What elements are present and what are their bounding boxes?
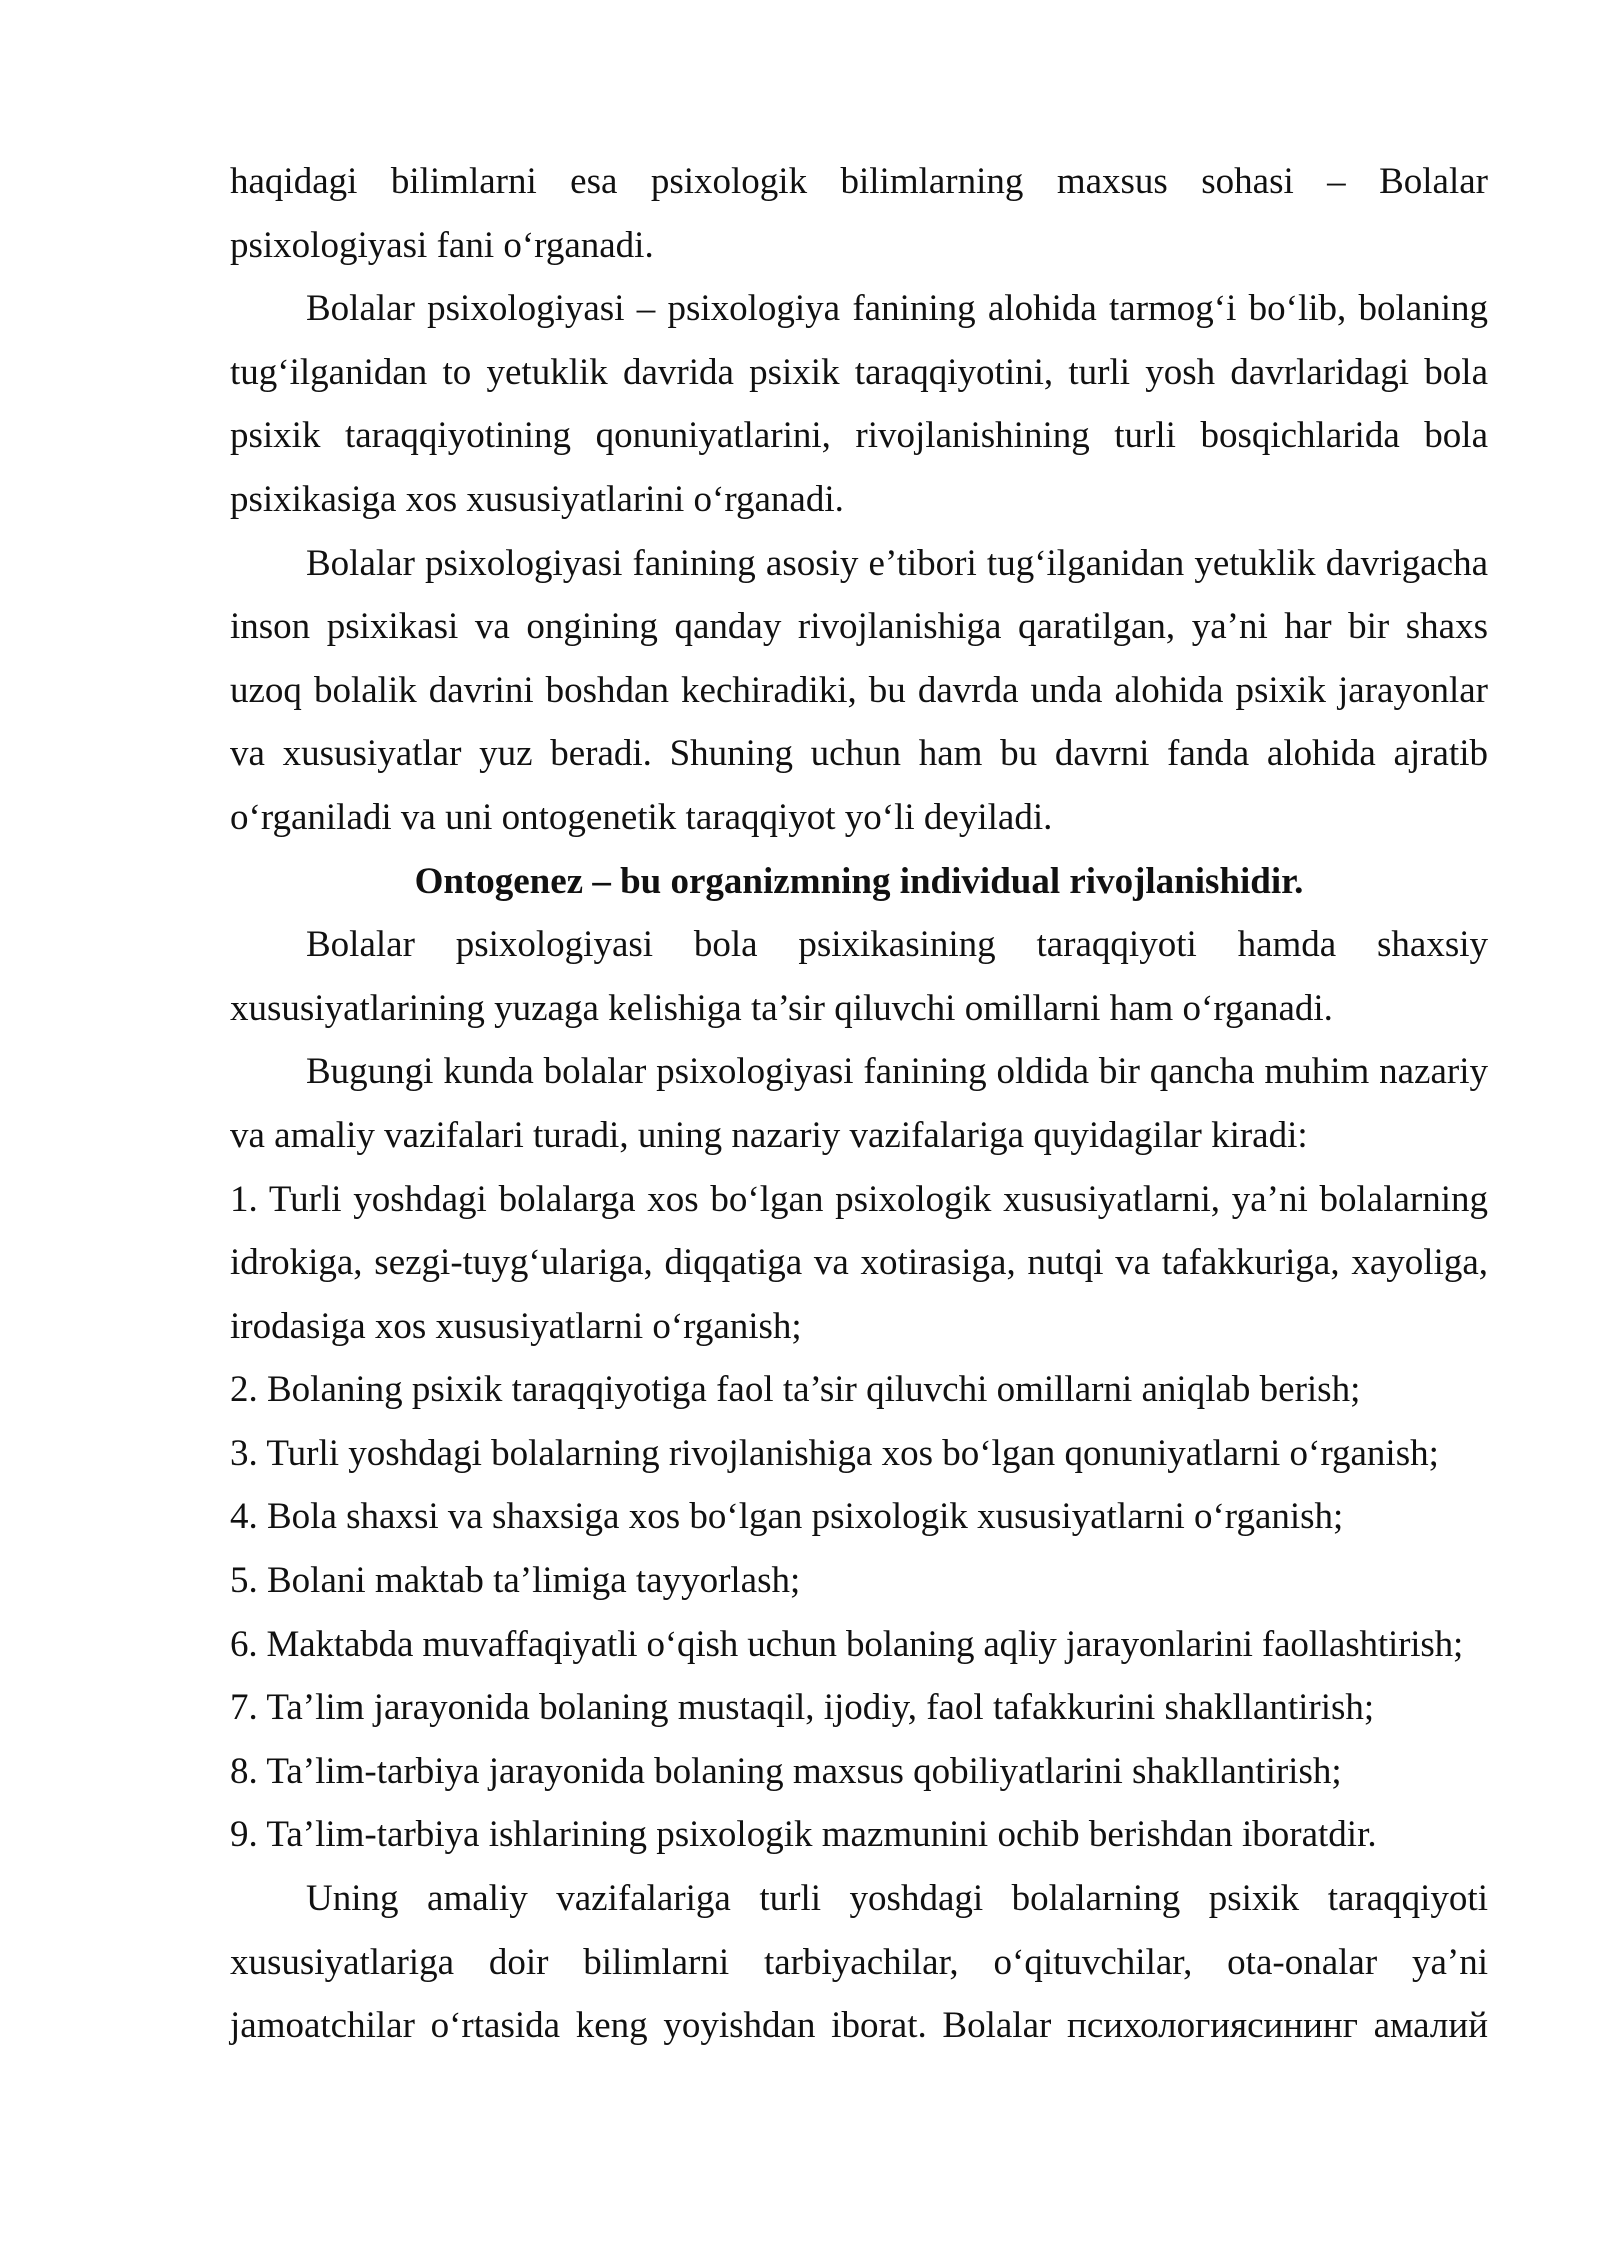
list-item-1: 1. Turli yoshdagi bolalarga xos bo‘lgan psixologik xususiyatlarni, ya’ni bolalarning idrokiga, sezgi-tuyg‘ulariga, diqqatiga va xotirasiga, nutqi va tafakkuriga, xayoliga, irodasiga xos xususiyatlarni o‘rganish;: [230, 1178, 1488, 1347]
list-item-9: 9. Ta’lim-tarbiya ishlarining psixologik mazmunini ochib berishdan iboratdir.: [230, 1814, 1377, 1856]
paragraph-focus: Bolalar psixologiyasi fanining asosiy e’tibori tug‘ilganidan yetuklik davrigacha inson psixikasi va ongining qanday rivojlanishiga qaratilgan, ya’ni har bir shaxs uzoq bolalik davrini boshdan kechiradiki, bu davrda unda alohida psixik jarayonlar va xususiyatlar yuz beradi. Shuning uchun ham bu davrni fanda alohida ajratib o‘rganiladi va uni ontogenetik taraqqiyot yo‘li deyiladi.: [230, 542, 1488, 838]
paragraph-definition: Bolalar psixologiyasi – psixologiya fanining alohida tarmog‘i bo‘lib, bolaning tug‘ilganidan to yetuklik davrida psixik taraqqiyotini, turli yosh davrlaridagi bola psixik taraqqiyotining qonuniyatlarini, rivojlanishining turli bosqichlarida bola psixikasiga xos xususiyatlarini o‘rganadi.: [230, 288, 1488, 520]
list-item-6: 6. Maktabda muvaffaqiyatli o‘qish uchun bolaning aqliy jarayonlarini faollashtirish;: [230, 1623, 1464, 1665]
list-item-7: 7. Ta’lim jarayonida bolaning mustaqil, ijodiy, faol tafakkurini shakllantirish;: [230, 1687, 1375, 1729]
list-item-8: 8. Ta’lim-tarbiya jarayonida bolaning maxsus qobiliyatlarini shakllantirish;: [230, 1750, 1342, 1792]
paragraph-factors: Bolalar psixologiyasi bola psixikasining taraqqiyoti hamda shaxsiy xususiyatlarining yuzaga kelishiga ta’sir qiluvchi omillarni ham o‘rganadi.: [230, 924, 1488, 1029]
list-item-4: 4. Bola shaxsi va shaxsiga xos bo‘lgan psixologik xususiyatlarni o‘rganish;: [230, 1496, 1344, 1538]
paragraph-intro: haqidagi bilimlarni esa psixologik bilimlarning maxsus sohasi – Bolalar psixologiyasi fani o‘rganadi.: [230, 161, 1488, 266]
list-item-2: 2. Bolaning psixik taraqqiyotiga faol ta’sir qiluvchi omillarni aniqlab berish;: [230, 1369, 1361, 1411]
paragraph-practical-tasks: Uning amaliy vazifalariga turli yoshdagi bolalarning psixik taraqqiyoti xususiyatlariga doir bilimlarni tarbiyachilar, o‘qituvchilar, ota-onalar ya’ni jamoatchilar o‘rtasida keng yoyishdan iborat. Bolalar психологиясининг амалий: [230, 1878, 1488, 2047]
list-item-5: 5. Bolani maktab ta’limiga tayyorlash;: [230, 1560, 801, 1602]
document-page: [230, 150, 1488, 2058]
paragraph-tasks-intro: Bugungi kunda bolalar psixologiyasi fanining oldida bir qancha muhim nazariy va amaliy vazifalari turadi, uning nazariy vazifalariga quyidagilar kiradi:: [230, 1051, 1488, 1156]
list-item-3: 3. Turli yoshdagi bolalarning rivojlanishiga xos bo‘lgan qonuniyatlarni o‘rganish;: [230, 1432, 1439, 1474]
heading-ontogenez: Ontogenez – bu organizmning individual rivojlanishidir.: [414, 860, 1304, 902]
